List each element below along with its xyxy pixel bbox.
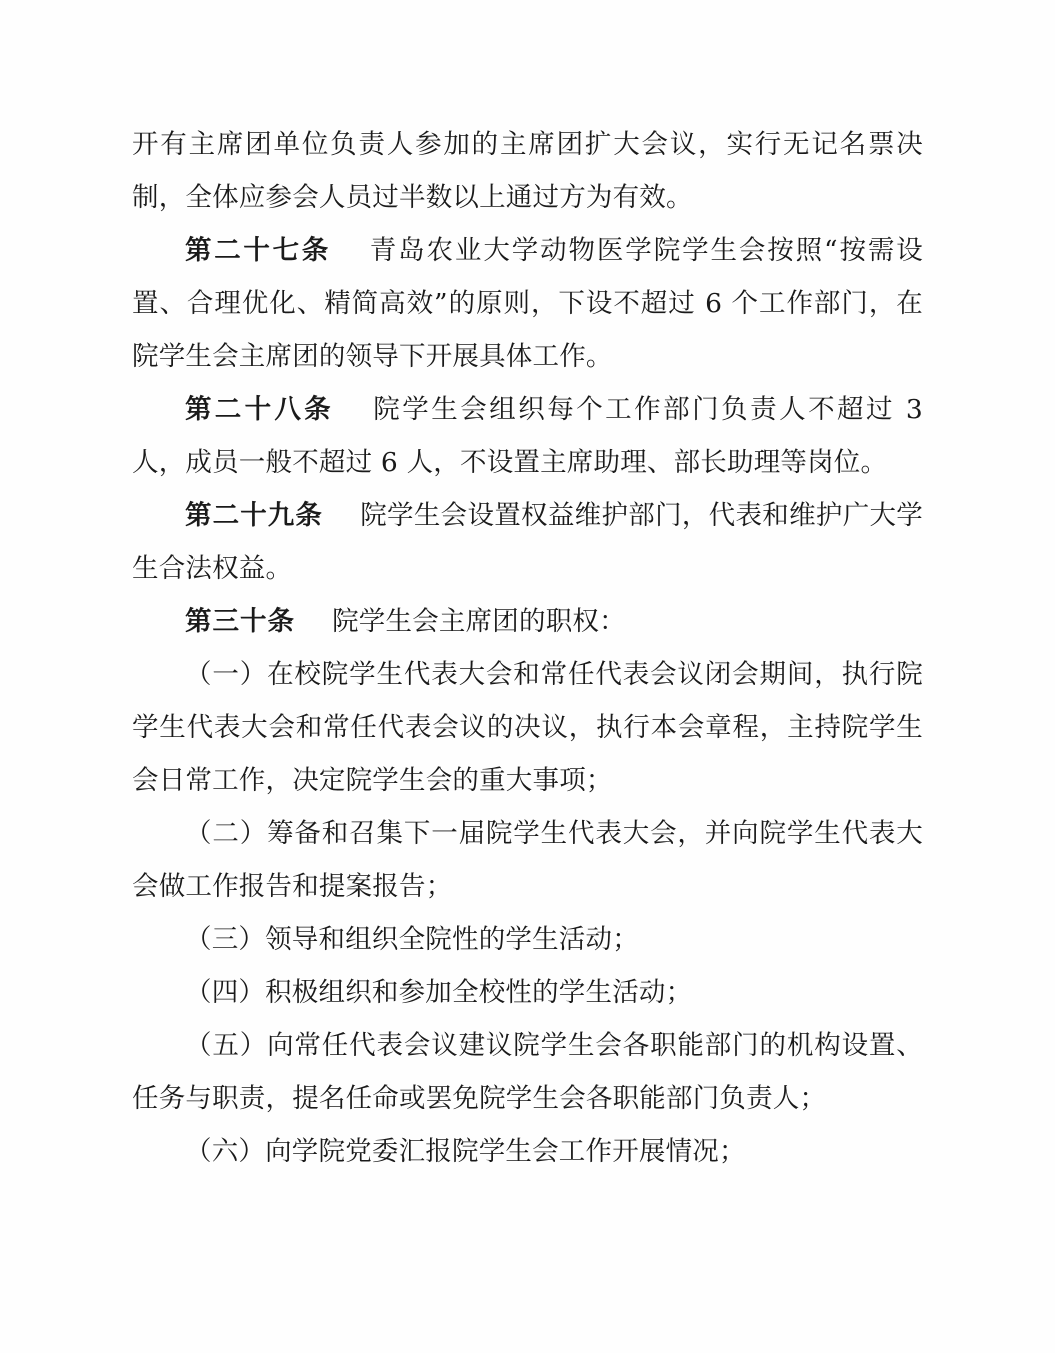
article-30-label: 第三十条 — [185, 606, 295, 637]
article-28-text: 院学生会组织每个工作部门负责人不超过 3 人，成员一般不超过 6 人，不设置主席助理、部长助理等岗位。 — [132, 394, 923, 478]
list-item-6: （六）向学院党委汇报院学生会工作开展情况； — [185, 1136, 746, 1167]
paragraph-continuation: 开有主席团单位负责人参加的主席团扩大会议，实行无记名票决制，全体应参会人员过半数以上通过方为有效。 — [132, 129, 923, 213]
document-body — [132, 118, 923, 1178]
article-28 — [132, 383, 923, 489]
article-29-label: 第二十九条 — [185, 500, 324, 531]
article-27 — [132, 224, 923, 383]
article-30-text: 院学生会主席团的职权： — [332, 606, 626, 637]
article-29 — [132, 489, 923, 595]
list-item-2: （二）筹备和召集下一届院学生代表大会，并向院学生代表大会做工作报告和提案报告； — [132, 818, 923, 902]
list-item-1: （一）在校院学生代表大会和常任代表会议闭会期间，执行院学生代表大会和常任代表会议的决议，执行本会章程，主持院学生会日常工作，决定院学生会的重大事项； — [132, 659, 923, 796]
article-27-text: 青岛农业大学动物医学院学生会按照“按需设置、合理优化、精简高效”的原则，下设不超过 6 个工作部门，在院学生会主席团的领导下开展具体工作。 — [132, 235, 923, 372]
article-28-label: 第二十八条 — [185, 394, 334, 425]
list-item-3: （三）领导和组织全院性的学生活动； — [185, 924, 639, 955]
article-30 — [132, 595, 923, 648]
article-29-text: 院学生会设置权益维护部门，代表和维护广大学生合法权益。 — [132, 500, 924, 584]
list-item-5: （五）向常任代表会议建议院学生会各职能部门的机构设置、任务与职责，提名任命或罢免院学生会各职能部门负责人； — [132, 1030, 923, 1114]
list-item-4: （四）积极组织和参加全校性的学生活动； — [185, 977, 693, 1008]
article-27-label: 第二十七条 — [185, 235, 331, 266]
